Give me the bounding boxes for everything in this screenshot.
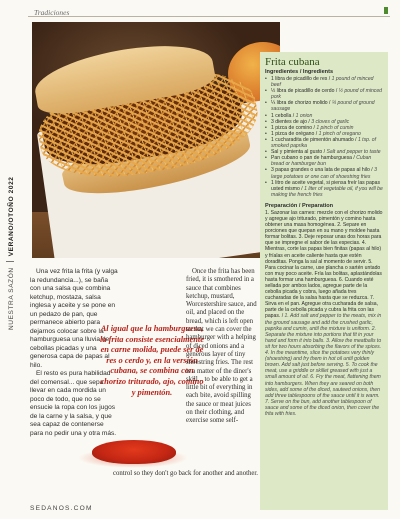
preparation-heading: Preparación / Preparation [265, 202, 334, 209]
recipe-title: Frita cubana [265, 56, 320, 68]
side-label [6, 160, 20, 330]
magazine-name: NUESTRA SAZÓN [8, 267, 15, 330]
ingredient-item: • 1 pizca de orégano / 1 pinch of oregano [265, 131, 383, 137]
ingredient-item: • 1 pizca de comino / 1 pinch of cumin [265, 125, 383, 131]
paragraph: Once the frita has been fried, it is smothered in a sauce that combines ketchup, mustard, Worcestershire sauce, and oil, and placed on the bread, which is left open so that we can cover the hamburger with a helping of diced onions and a generous layer of tiny shoestring fries. The rest is a matter of the diner's skill... to be able to get a little bit of everything in each bite, avoid spilling the sauce or meat juices on their clothing, and exercise some self- [186, 268, 257, 425]
ingredient-item: • 1 litro de aceite vegetal, si piensa freír las papas usted mismo / 1 liter of vegetable oil, if you will be making the french fries [265, 180, 383, 198]
paprika-pile [78, 428, 188, 468]
ingredient-item: • Sal y pimienta al gusto / Salt and pepper to taste [265, 149, 383, 155]
header-rule [28, 16, 390, 17]
ingredient-item: • ½ libra de picadillo de cerdo / ½ pound of minced pork [265, 88, 383, 100]
pull-quote: Al igual que la hamburguesa, la frita consiste esencialmente en carne molida, puede ser de res o cerdo y, en la versión cubana, se combina con chorizo triturado, ajo, comino y pimentón. [100, 324, 204, 397]
paragraph: El resto es pura habilidad del comensal... que sepa llevar en cada mordida un poco de todo, que no se ensucie la ropa con los jugos de la carne y la salsa, y que sea capaz de contenerse para no pedir una y otra más. [30, 370, 117, 437]
section-title: Tradiciones [34, 8, 70, 17]
ingredient-item: • ¼ libra de chorizo molido / ¼ pound of ground sausage [265, 100, 383, 112]
issue-date: VERANO/OTOÑO 2022 [8, 176, 15, 257]
ingredient-item: • Pan cubano o pan de hamburguesa / Cuban bread or hamburger bun [265, 155, 383, 167]
ingredient-item: • 3 dientes de ajo / 3 cloves of garlic [265, 119, 383, 125]
ingredients-list [265, 76, 383, 198]
ingredients-heading: Ingredientes / Ingredients [265, 69, 334, 75]
body-column-english [186, 268, 258, 426]
frita-photo [32, 22, 280, 258]
paragraph: Una vez frita la frita (y valga la redundancia...), se baña con una salsa que combina ketchup, mostaza, salsa inglesa y aceite y se pone en un pedazo de pan, que permanece abierto para dejarnos colocar sobre la hamburguesa una lluvia de cebollas picadas y una generosa capa de papas al hilo. [30, 268, 118, 369]
header-marker [384, 7, 388, 14]
body-column-english-end: control so they don't go back for another and another. [112, 470, 258, 477]
ingredient-item: • 1 cebolla / 1 onion [265, 113, 383, 119]
ingredient-item: • 1 cucharadita de pimentón ahumado / 1 tsp. of smoked paprika [265, 137, 383, 149]
ingredient-item: • 1 libra de picadillo de res / 1 pound of minced beef [265, 76, 383, 88]
preparation-text: 1. Sazonar las carnes: mezcle con el chorizo molido y agregue ajo triturado, pimentón y comino hasta obtener una masa homogénea. 2. Separe en porciones que quepan en su mano y moldee hasta formar bolitas. 3. Deje reposar unas dos horas para que se impregne el sabor de las especias. 4. Mientras, corte las papas bien finitas (papas al hilo) y fríalas en aceite caliente hasta que estén doraditas. Ponga la sal al momento de servir. 5. Para cocinar la carne, use plancha o sartén untado con muy poco aceite. Fría las bolitas, aplastándolas hasta formar una hamburguesa. 6. Cuando esté sellada por ambos lados, agregue parte de la cebolla picada y cobra, luego añada tres cucharadas de la salsa hasta que se reduzca. 7. Sirva en el pan. Agregue otra cucharada de salsa, parte de la cebolla picada y cubra la frita con las papas. / 1. Add salt and pepper to the meats, mix in the ground sausage and add the crushed garlic, paprika and cumin, until the mixture is uniform. 2. Separate the mixture into portions that fit in your hand and form it into balls. 3. Allow the meatballs to sit for two hours absorbing the flavors of the spices. 4. In the meantime, slice the potatoes very thinly (shoestring) and fry them in hot oil until golden brown. Add salt just before serving. 5. To cook the meat, use a griddle or skillet greased with just a small amount of oil. 6. Fry the meat, flattening them into hamburgers. When they are seared on both sides, add some of the diced, sauteed onions, then add three tablespoons of the sauce until it is warm. 7. Serve on the bun, add another tablespoon of sauce and some of the diced onion, then cover the frita with fries. [265, 209, 383, 417]
ingredient-item: • 3 papas grandes o una lata de papas al hilo / 3 large potatoes or one can of shoestring fries [265, 167, 383, 179]
recipe-card [260, 52, 388, 510]
footer-site: SEDANOS.COM [30, 505, 93, 512]
side-separator [6, 261, 14, 262]
